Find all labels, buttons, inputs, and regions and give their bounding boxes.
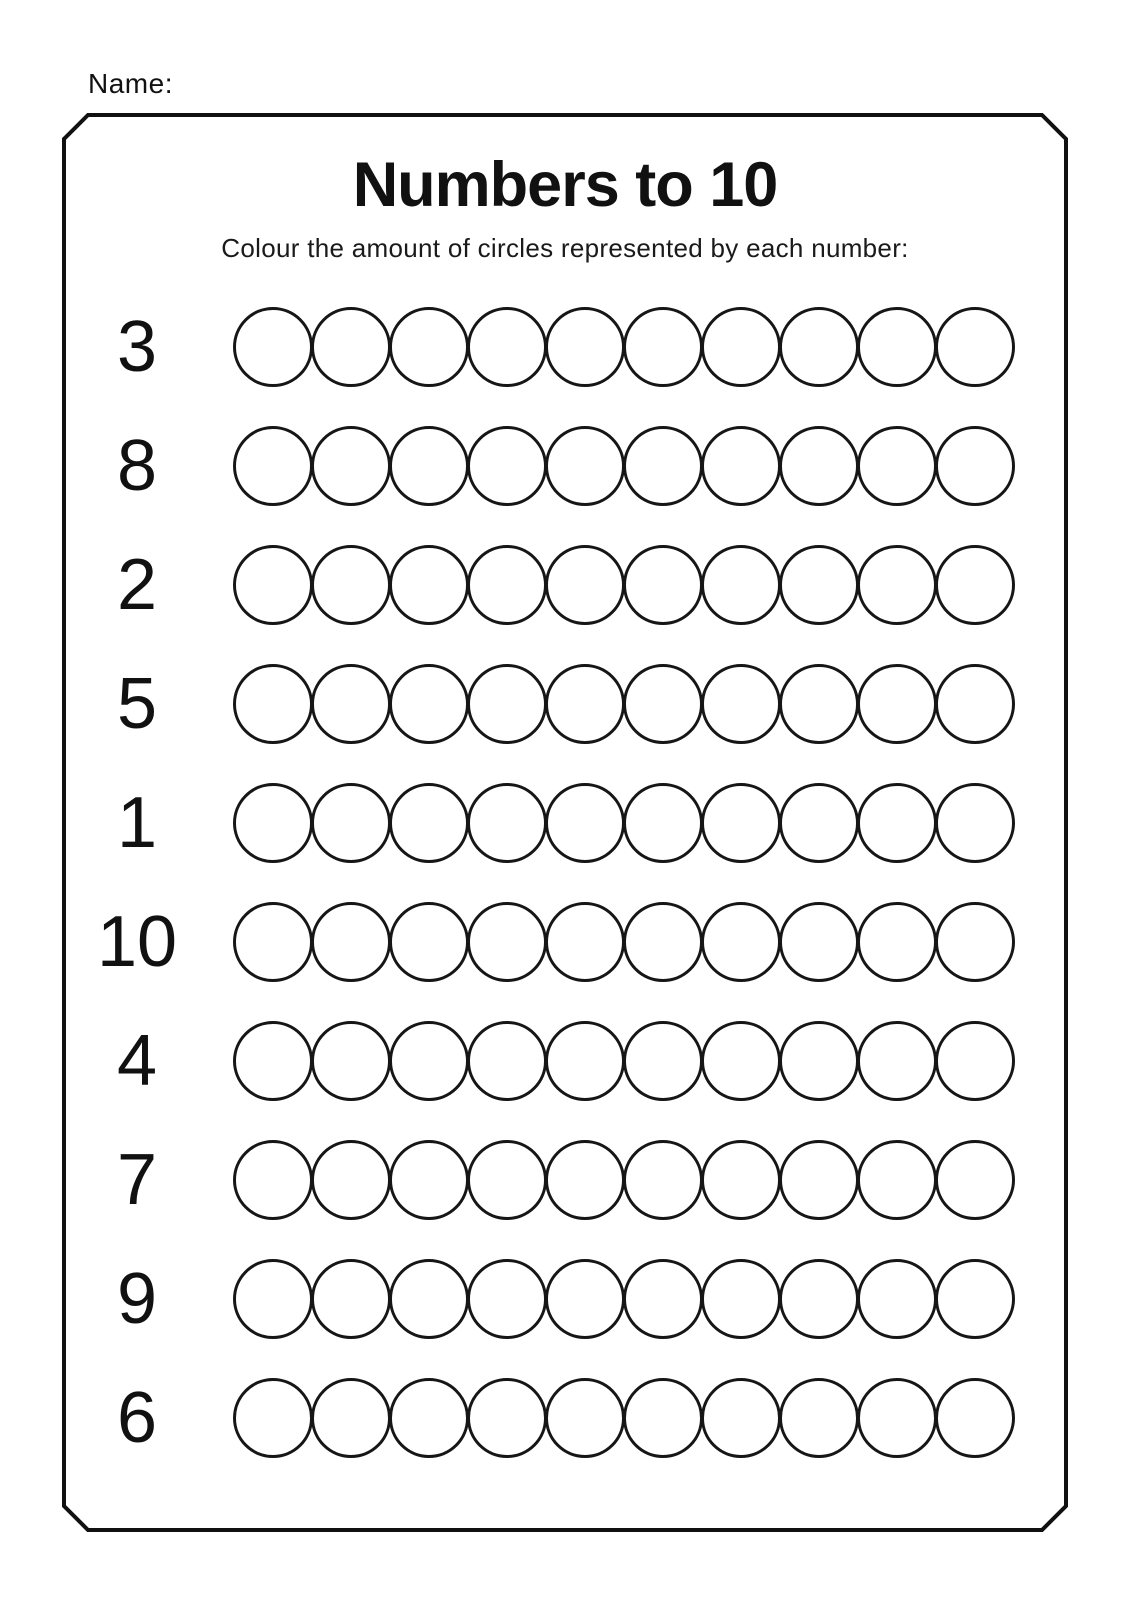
worksheet-row [62, 1259, 1068, 1339]
circle-strip [233, 545, 1015, 625]
colour-circle[interactable] [935, 1021, 1015, 1101]
colour-circle[interactable] [701, 1259, 781, 1339]
row-number: 8 [116, 426, 158, 506]
colour-circle[interactable] [311, 902, 391, 982]
colour-circle[interactable] [545, 1021, 625, 1101]
colour-circle[interactable] [779, 545, 859, 625]
colour-circle[interactable] [857, 664, 937, 744]
circle-strip [233, 307, 1015, 387]
circle-strip [233, 1378, 1015, 1458]
colour-circle[interactable] [467, 1378, 547, 1458]
colour-circle[interactable] [311, 426, 391, 506]
colour-circle[interactable] [233, 545, 313, 625]
colour-circle[interactable] [701, 307, 781, 387]
worksheet-row [62, 545, 1068, 625]
name-label: Name: [88, 68, 173, 99]
colour-circle[interactable] [233, 783, 313, 863]
colour-circle[interactable] [857, 783, 937, 863]
colour-circle[interactable] [857, 1259, 937, 1339]
circle-strip [233, 1259, 1015, 1339]
colour-circle[interactable] [467, 307, 547, 387]
colour-circle[interactable] [779, 426, 859, 506]
colour-circle[interactable] [467, 1140, 547, 1220]
colour-circle[interactable] [389, 1259, 469, 1339]
colour-circle[interactable] [623, 902, 703, 982]
page-title: Numbers to 10 [352, 150, 778, 220]
colour-circle[interactable] [311, 664, 391, 744]
colour-circle[interactable] [701, 1021, 781, 1101]
colour-circle[interactable] [233, 1021, 313, 1101]
colour-circle[interactable] [701, 1140, 781, 1220]
colour-circle[interactable] [389, 1378, 469, 1458]
colour-circle[interactable] [233, 902, 313, 982]
colour-circle[interactable] [935, 902, 1015, 982]
colour-circle[interactable] [779, 307, 859, 387]
circle-strip [233, 1140, 1015, 1220]
colour-circle[interactable] [311, 307, 391, 387]
row-number: 7 [116, 1140, 158, 1220]
row-number: 2 [116, 545, 158, 625]
colour-circle[interactable] [233, 664, 313, 744]
colour-circle[interactable] [935, 664, 1015, 744]
colour-circle[interactable] [545, 307, 625, 387]
colour-circle[interactable] [311, 1259, 391, 1339]
colour-circle[interactable] [233, 1140, 313, 1220]
circle-strip [233, 426, 1015, 506]
colour-circle[interactable] [779, 1021, 859, 1101]
worksheet-row [62, 1140, 1068, 1220]
colour-circle[interactable] [545, 1378, 625, 1458]
worksheet-frame [62, 113, 1068, 1532]
colour-circle[interactable] [311, 783, 391, 863]
colour-circle[interactable] [701, 1378, 781, 1458]
colour-circle[interactable] [389, 307, 469, 387]
colour-circle[interactable] [545, 783, 625, 863]
colour-circle[interactable] [389, 426, 469, 506]
colour-circle[interactable] [467, 1021, 547, 1101]
colour-circle[interactable] [935, 1259, 1015, 1339]
worksheet-row [62, 664, 1068, 744]
row-number: 3 [116, 307, 158, 387]
worksheet-row [62, 1378, 1068, 1458]
colour-circle[interactable] [623, 1021, 703, 1101]
colour-circle[interactable] [623, 783, 703, 863]
colour-circle[interactable] [623, 1378, 703, 1458]
colour-circle[interactable] [935, 1378, 1015, 1458]
colour-circle[interactable] [389, 902, 469, 982]
colour-circle[interactable] [545, 1140, 625, 1220]
worksheet-row [62, 307, 1068, 387]
colour-circle[interactable] [779, 664, 859, 744]
colour-circle[interactable] [311, 1378, 391, 1458]
colour-circle[interactable] [779, 783, 859, 863]
colour-circle[interactable] [857, 1021, 937, 1101]
instruction-text: Colour the amount of circles represented by each number: [221, 233, 909, 263]
colour-circle[interactable] [701, 902, 781, 982]
number-rows [62, 307, 1068, 1458]
colour-circle[interactable] [467, 664, 547, 744]
row-number: 4 [116, 1021, 158, 1101]
colour-circle[interactable] [233, 1378, 313, 1458]
colour-circle[interactable] [389, 545, 469, 625]
colour-circle[interactable] [623, 1140, 703, 1220]
row-number: 9 [116, 1259, 158, 1339]
colour-circle[interactable] [935, 426, 1015, 506]
circle-strip [233, 783, 1015, 863]
colour-circle[interactable] [779, 1140, 859, 1220]
colour-circle[interactable] [623, 426, 703, 506]
colour-circle[interactable] [233, 1259, 313, 1339]
colour-circle[interactable] [779, 1378, 859, 1458]
colour-circle[interactable] [701, 783, 781, 863]
colour-circle[interactable] [935, 307, 1015, 387]
circle-strip [233, 1021, 1015, 1101]
colour-circle[interactable] [857, 426, 937, 506]
worksheet-row [62, 426, 1068, 506]
row-number: 1 [116, 783, 158, 863]
colour-circle[interactable] [857, 545, 937, 625]
colour-circle[interactable] [311, 1140, 391, 1220]
worksheet-row [62, 902, 1068, 982]
circle-strip [233, 902, 1015, 982]
colour-circle[interactable] [311, 1021, 391, 1101]
row-number: 10 [96, 902, 178, 982]
colour-circle[interactable] [467, 1259, 547, 1339]
colour-circle[interactable] [545, 545, 625, 625]
colour-circle[interactable] [701, 664, 781, 744]
circle-strip [233, 664, 1015, 744]
colour-circle[interactable] [545, 902, 625, 982]
colour-circle[interactable] [545, 1259, 625, 1339]
colour-circle[interactable] [857, 1140, 937, 1220]
colour-circle[interactable] [857, 1378, 937, 1458]
colour-circle[interactable] [467, 426, 547, 506]
colour-circle[interactable] [623, 1259, 703, 1339]
colour-circle[interactable] [467, 902, 547, 982]
colour-circle[interactable] [389, 783, 469, 863]
colour-circle[interactable] [233, 426, 313, 506]
row-number: 5 [116, 664, 158, 744]
colour-circle[interactable] [623, 664, 703, 744]
colour-circle[interactable] [701, 426, 781, 506]
colour-circle[interactable] [935, 545, 1015, 625]
colour-circle[interactable] [389, 664, 469, 744]
colour-circle[interactable] [935, 783, 1015, 863]
worksheet-row [62, 1021, 1068, 1101]
colour-circle[interactable] [701, 545, 781, 625]
colour-circle[interactable] [545, 664, 625, 744]
colour-circle[interactable] [935, 1140, 1015, 1220]
colour-circle[interactable] [857, 307, 937, 387]
colour-circle[interactable] [545, 426, 625, 506]
worksheet-row [62, 783, 1068, 863]
colour-circle[interactable] [389, 1021, 469, 1101]
colour-circle[interactable] [467, 783, 547, 863]
colour-circle[interactable] [389, 1140, 469, 1220]
colour-circle[interactable] [623, 545, 703, 625]
colour-circle[interactable] [779, 1259, 859, 1339]
colour-circle[interactable] [467, 545, 547, 625]
colour-circle[interactable] [311, 545, 391, 625]
colour-circle[interactable] [857, 902, 937, 982]
row-number: 6 [116, 1378, 158, 1458]
colour-circle[interactable] [623, 307, 703, 387]
colour-circle[interactable] [779, 902, 859, 982]
colour-circle[interactable] [233, 307, 313, 387]
